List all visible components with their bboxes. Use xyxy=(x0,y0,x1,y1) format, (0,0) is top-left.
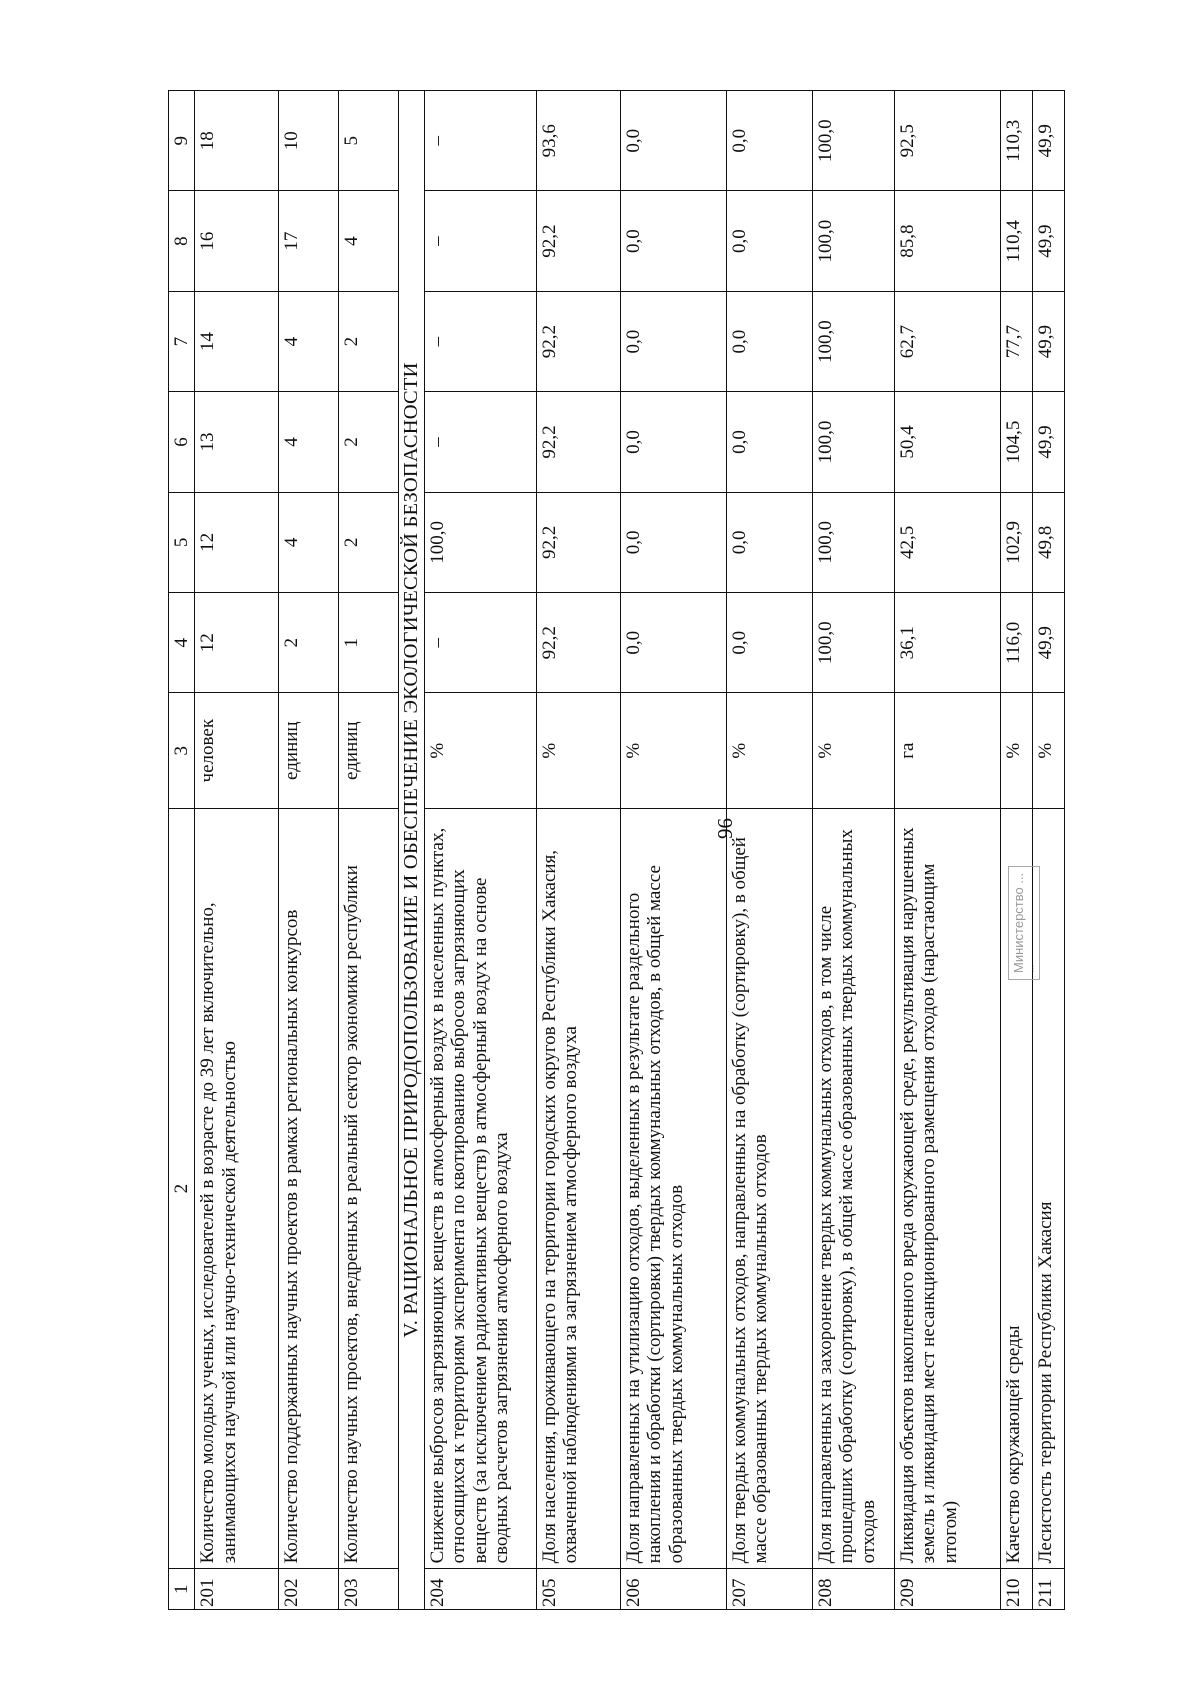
indicator-name: Количество молодых ученых, исследователей в возрасте до 39 лет включительно, занимающихся научной или научно-технической деятельностью xyxy=(195,808,279,1569)
value-cell: 92,2 xyxy=(537,593,621,693)
value-cell: – xyxy=(425,191,537,291)
table-row xyxy=(895,91,1001,1610)
table-row xyxy=(621,91,727,1610)
row-number: 205 xyxy=(537,1569,621,1610)
table-row xyxy=(813,91,895,1610)
value-cell: 110,4 xyxy=(1001,191,1033,291)
section-heading: V. РАЦИОНАЛЬНОЕ ПРИРОДОПОЛЬЗОВАНИЕ И ОБЕСПЕЧЕНИЕ ЭКОЛОГИЧЕСКОЙ БЕЗОПАСНОСТИ xyxy=(399,91,425,1610)
value-cell: 2 xyxy=(339,492,399,592)
value-cell: 92,5 xyxy=(895,91,1001,191)
value-cell: 50,4 xyxy=(895,392,1001,492)
value-cell: 100,0 xyxy=(813,492,895,592)
value-cell: 92,2 xyxy=(537,291,621,391)
value-cell: 13 xyxy=(195,392,279,492)
unit: человек xyxy=(195,693,279,808)
header-cell: 8 xyxy=(169,191,195,291)
row-number: 211 xyxy=(1033,1569,1065,1610)
value-cell: 0,0 xyxy=(621,593,727,693)
value-cell: – xyxy=(425,291,537,391)
unit: % xyxy=(727,693,813,808)
section-row xyxy=(399,91,425,1610)
table-row xyxy=(279,91,339,1610)
page-number: 96 xyxy=(713,818,737,839)
unit: % xyxy=(425,693,537,808)
value-cell: 49,9 xyxy=(1033,593,1065,693)
row-number: 207 xyxy=(727,1569,813,1610)
row-number: 210 xyxy=(1001,1569,1033,1610)
value-cell: 36,1 xyxy=(895,593,1001,693)
value-cell: 0,0 xyxy=(727,392,813,492)
value-cell: 49,9 xyxy=(1033,291,1065,391)
value-cell: – xyxy=(425,91,537,191)
indicator-name: Доля населения, проживающего на территории городских округов Республики Хакасия, охваченной наблюдениями за загрязнением атмосферного воздуха xyxy=(537,808,621,1569)
value-cell: 5 xyxy=(339,91,399,191)
value-cell: 49,9 xyxy=(1033,392,1065,492)
table-row xyxy=(727,91,813,1610)
ministry-stamp xyxy=(1008,866,1040,980)
unit: единиц xyxy=(279,693,339,808)
table-row xyxy=(1033,91,1065,1610)
value-cell: 110,3 xyxy=(1001,91,1033,191)
row-number: 206 xyxy=(621,1569,727,1610)
row-number: 203 xyxy=(339,1569,399,1610)
value-cell: 0,0 xyxy=(621,291,727,391)
table-row xyxy=(1001,91,1033,1610)
value-cell: 4 xyxy=(339,191,399,291)
rotated-table-container xyxy=(168,90,1173,1610)
header-cell: 5 xyxy=(169,492,195,592)
value-cell: 18 xyxy=(195,91,279,191)
indicator-name: Количество научных проектов, внедренных в реальный сектор экономики республики xyxy=(339,808,399,1569)
indicator-name: Количество поддержанных научных проектов в рамках региональных конкурсов xyxy=(279,808,339,1569)
unit: % xyxy=(537,693,621,808)
unit: % xyxy=(813,693,895,808)
unit: % xyxy=(621,693,727,808)
row-number: 208 xyxy=(813,1569,895,1610)
value-cell: 0,0 xyxy=(621,492,727,592)
unit: единиц xyxy=(339,693,399,808)
indicator-name: Доля направленных на захоронение твердых коммунальных отходов, в том числе прошедших обработку (сортировку), в общей массе образованных твердых коммунальных отходов xyxy=(813,808,895,1569)
indicator-name: Доля направленных на утилизацию отходов, выделенных в результате раздельного накопления и обработки (сортировки) твердых коммунальных отходов, в общей массе образованных твердых коммунальных отходов xyxy=(621,808,727,1569)
value-cell: 12 xyxy=(195,492,279,592)
value-cell: 0,0 xyxy=(727,191,813,291)
stamp-line: Министерство ... xyxy=(1011,872,1026,973)
unit: % xyxy=(1033,693,1065,808)
value-cell: 49,9 xyxy=(1033,91,1065,191)
value-cell: 12 xyxy=(195,593,279,693)
value-cell: 4 xyxy=(279,392,339,492)
value-cell: 100,0 xyxy=(425,492,537,592)
value-cell: 92,2 xyxy=(537,492,621,592)
header-cell: 2 xyxy=(169,808,195,1569)
row-number: 201 xyxy=(195,1569,279,1610)
table-row xyxy=(537,91,621,1610)
header-cell: 9 xyxy=(169,91,195,191)
header-cell: 4 xyxy=(169,593,195,693)
value-cell: 4 xyxy=(279,291,339,391)
indicator-name: Доля твердых коммунальных отходов, направленных на обработку (сортировку), в общей массе образованных твердых коммунальных отходов xyxy=(727,808,813,1569)
value-cell: 2 xyxy=(279,593,339,693)
row-number: 209 xyxy=(895,1569,1001,1610)
value-cell: – xyxy=(425,593,537,693)
value-cell: 17 xyxy=(279,191,339,291)
unit: % xyxy=(1001,693,1033,808)
value-cell: 0,0 xyxy=(727,291,813,391)
value-cell: 2 xyxy=(339,291,399,391)
header-cell: 1 xyxy=(169,1569,195,1610)
indicators-table xyxy=(168,90,1065,1610)
header-cell: 6 xyxy=(169,392,195,492)
indicator-name: Снижение выбросов загрязняющих веществ в атмосферный воздух в населенных пунктах, относящихся к территориям эксперимента по квотированию выбросов загрязняющих веществ (за исключением радиоактивных веществ) в атмосферный воздух на основе сводных расчетов загрязнения атмосферного воздуха xyxy=(425,808,537,1569)
value-cell: 0,0 xyxy=(621,392,727,492)
value-cell: 0,0 xyxy=(621,91,727,191)
value-cell: 100,0 xyxy=(813,191,895,291)
header-cell: 7 xyxy=(169,291,195,391)
value-cell: – xyxy=(425,392,537,492)
value-cell: 77,7 xyxy=(1001,291,1033,391)
value-cell: 92,2 xyxy=(537,191,621,291)
value-cell: 2 xyxy=(339,392,399,492)
value-cell: 100,0 xyxy=(813,392,895,492)
value-cell: 100,0 xyxy=(813,593,895,693)
value-cell: 100,0 xyxy=(813,91,895,191)
unit: га xyxy=(895,693,1001,808)
value-cell: 4 xyxy=(279,492,339,592)
value-cell: 116,0 xyxy=(1001,593,1033,693)
value-cell: 104,5 xyxy=(1001,392,1033,492)
table-row xyxy=(425,91,537,1610)
row-number: 202 xyxy=(279,1569,339,1610)
value-cell: 0,0 xyxy=(727,492,813,592)
value-cell: 1 xyxy=(339,593,399,693)
header-cell: 3 xyxy=(169,693,195,808)
table-row xyxy=(339,91,399,1610)
value-cell: 49,8 xyxy=(1033,492,1065,592)
value-cell: 85,8 xyxy=(895,191,1001,291)
value-cell: 93,6 xyxy=(537,91,621,191)
value-cell: 0,0 xyxy=(621,191,727,291)
value-cell: 42,5 xyxy=(895,492,1001,592)
indicator-name: Качество окружающей среды xyxy=(1001,808,1033,1569)
value-cell: 100,0 xyxy=(813,291,895,391)
value-cell: 102,9 xyxy=(1001,492,1033,592)
indicator-name: Лесистость территории Республики Хакасия xyxy=(1033,808,1065,1569)
value-cell: 10 xyxy=(279,91,339,191)
value-cell: 62,7 xyxy=(895,291,1001,391)
value-cell: 14 xyxy=(195,291,279,391)
value-cell: 16 xyxy=(195,191,279,291)
indicator-name: Ликвидация объектов накопленного вреда окружающей среде, рекультивация нарушенных земель и ликвидация мест несанкционированного размещения отходов (нарастающим итогом) xyxy=(895,808,1001,1569)
value-cell: 0,0 xyxy=(727,593,813,693)
row-number: 204 xyxy=(425,1569,537,1610)
table-row xyxy=(195,91,279,1610)
value-cell: 49,9 xyxy=(1033,191,1065,291)
value-cell: 92,2 xyxy=(537,392,621,492)
value-cell: 0,0 xyxy=(727,91,813,191)
header-row xyxy=(169,91,195,1610)
stamp-line: ... xyxy=(1026,964,1037,973)
